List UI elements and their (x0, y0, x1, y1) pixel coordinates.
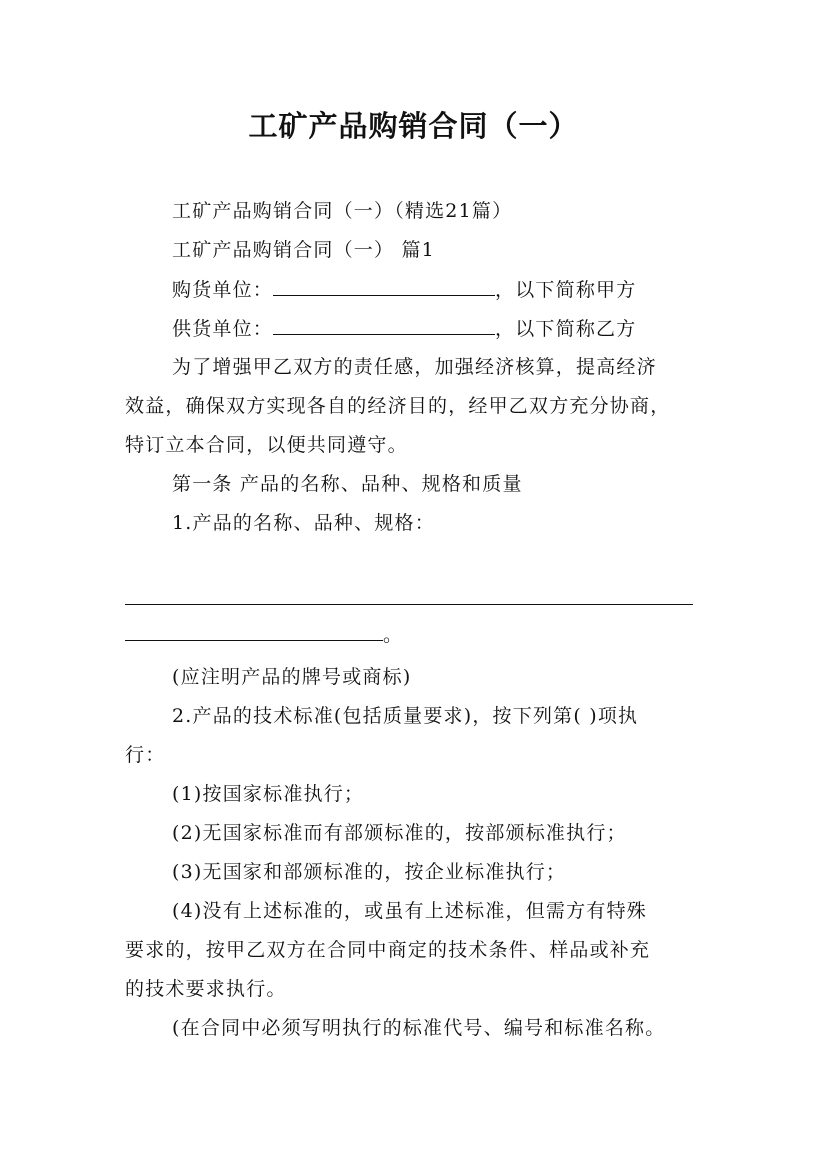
note-line: (应注明产品的牌号或商标) (172, 666, 412, 688)
supplier-blank (273, 316, 495, 335)
list-item: (2)无国家标准而有部颁标准的，按部颁标准执行； (172, 822, 627, 844)
paragraph-line: 特订立本合同，以便共同遵守。 (125, 434, 408, 456)
list-item: (1)按国家标准执行； (172, 783, 365, 805)
buyer-label: 购货单位： (172, 279, 274, 301)
buyer-blank (273, 277, 495, 296)
period-mark: 。 (383, 624, 403, 646)
clause-item: 2.产品的技术标准(包括质量要求)，按下列第( )项执 (172, 705, 639, 727)
fill-in-blank (125, 622, 383, 641)
supplier-label: 供货单位： (172, 318, 274, 340)
paragraph-line: 为了增强甲乙双方的责任感，加强经济核算，提高经济 (172, 356, 657, 378)
buyer-suffix: ，以下简称甲方 (495, 279, 637, 301)
supplier-suffix: ，以下简称乙方 (495, 318, 637, 340)
fill-in-rule-short (125, 622, 402, 647)
section-heading: 工矿产品购销合同（一） 篇1 (172, 239, 435, 261)
clause-item-continued: 行： (125, 744, 166, 766)
document-subtitle: 工矿产品购销合同（一）（精选21篇） (172, 200, 513, 222)
supplier-line (172, 316, 772, 341)
document-title: 工矿产品购销合同（一） (248, 109, 579, 143)
list-item-continued: 的技术要求执行。 (125, 978, 287, 1000)
note-line: (在合同中必须写明执行的标准代号、编号和标准名称。 (172, 1017, 666, 1039)
list-item-continued: 要求的，按甲乙双方在合同中商定的技术条件、样品或补充 (125, 939, 651, 961)
list-item: (3)无国家和部颁标准的，按企业标准执行； (172, 861, 567, 883)
paragraph-line: 效益，确保双方实现各自的经济目的，经甲乙双方充分协商， (125, 395, 671, 417)
clause-item: 1.产品的名称、品种、规格： (172, 512, 435, 534)
fill-in-rule (125, 604, 693, 605)
article-heading: 第一条 产品的名称、品种、规格和质量 (172, 473, 523, 495)
list-item: (4)没有上述标准的，或虽有上述标准，但需方有特殊 (172, 900, 647, 922)
buyer-line (172, 277, 772, 302)
